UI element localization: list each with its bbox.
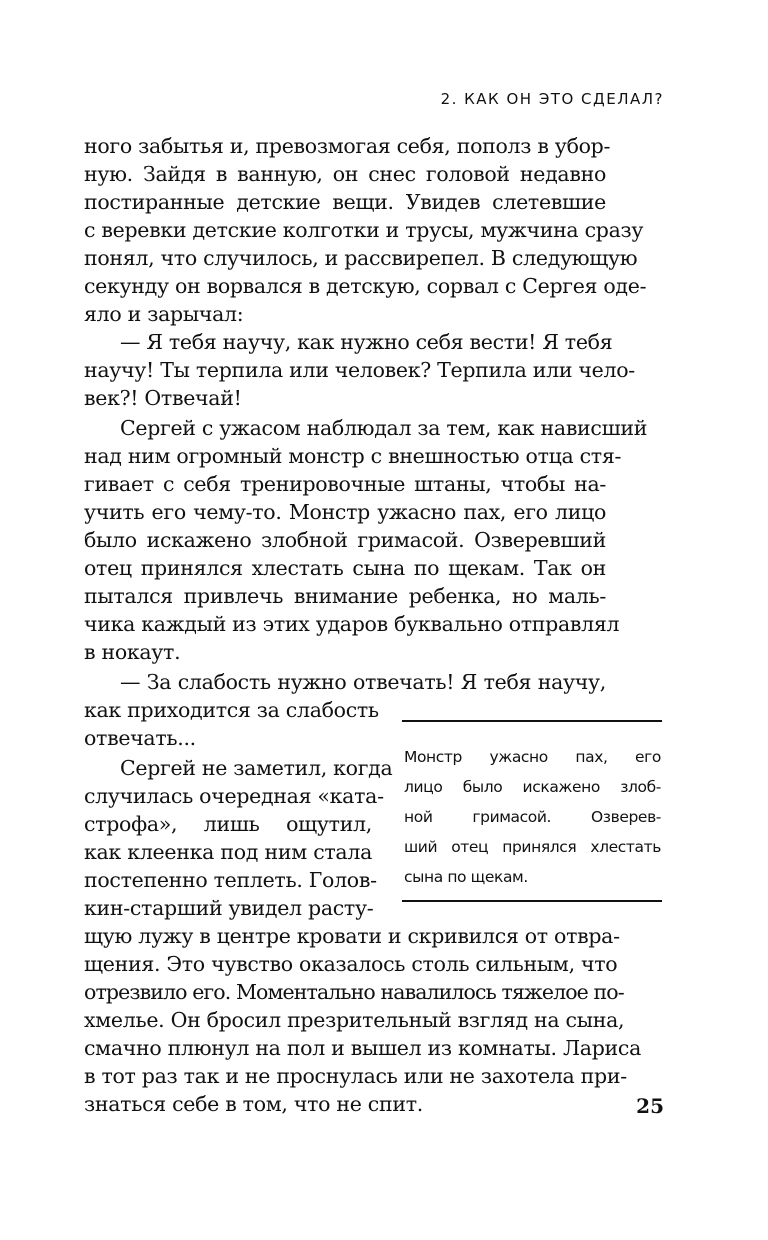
running-head: 2. КАК ОН ЭТО СДЕЛАЛ? (440, 90, 664, 108)
body-line: век?! Отвечай! (84, 386, 242, 410)
body-line: отрезвило его. Моментально навалилось тяжелое по- (84, 980, 624, 1004)
body-line: щения. Это чувство оказалось столь сильным, что (84, 952, 618, 976)
body-line: учить его чему-то. Монстр ужасно пах, его лицо (84, 500, 606, 524)
body-line: над ним огромный монстр с внешностью отца стя- (84, 444, 622, 468)
body-line: случилась очередная «ката- (84, 784, 384, 808)
body-line: строфа», лишь ощутил, (84, 812, 372, 836)
body-line: научу! Ты терпила или человек? Терпила или чело- (84, 358, 635, 382)
body-line: хмелье. Он бросил презрительный взгляд на сына, (84, 1008, 625, 1032)
pull-quote-line: Монстр ужасно пах, его (404, 748, 661, 766)
body-line: щую лужу в центре кровати и скривился от отвра- (84, 924, 620, 948)
body-line: чика каждый из этих ударов буквально отправлял (84, 612, 620, 636)
body-line: как приходится за слабость (84, 698, 379, 722)
body-line: пытался привлечь внимание ребенка, но маль- (84, 584, 606, 608)
body-line: знаться себе в том, что не спит. (84, 1092, 423, 1116)
body-line: Сергей с ужасом наблюдал за тем, как нависший (120, 416, 648, 440)
body-line: яло и зарычал: (84, 302, 244, 326)
pull-quote-line: ший отец принялся хлестать (404, 838, 661, 856)
body-line: в нокаут. (84, 640, 181, 664)
body-line: отец принялся хлестать сына по щекам. Так он (84, 556, 606, 580)
body-line: гивает с себя тренировочные штаны, чтобы на- (84, 472, 606, 496)
pull-quote-line: ной гримасой. Озверев- (404, 808, 661, 826)
body-line: смачно плюнул на пол и вышел из комнаты. Лариса (84, 1036, 641, 1060)
page-number: 25 (636, 1094, 664, 1118)
pull-quote-line: сына по щекам. (404, 868, 528, 886)
body-line: отвечать... (84, 726, 196, 750)
pull-quote-line: лицо было искажено злоб- (404, 778, 661, 796)
body-line: было искажено злобной гримасой. Озверевший (84, 528, 606, 552)
pull-quote (402, 720, 662, 902)
body-line: постиранные детские вещи. Увидев слетевшие (84, 190, 606, 214)
body-line: Сергей не заметил, когда (120, 756, 393, 780)
body-line: ную. Зайдя в ванную, он снес головой недавно (84, 162, 606, 186)
body-line: постепенно теплеть. Голов- (84, 868, 377, 892)
body-line: с веревки детские колготки и трусы, мужчина сразу (84, 218, 644, 242)
body-line: кин-старший увидел расту- (84, 896, 374, 920)
body-line: — Я тебя научу, как нужно себя вести! Я тебя (120, 330, 613, 354)
body-line: — За слабость нужно отвечать! Я тебя научу, (120, 670, 606, 694)
body-line: ного забытья и, превозмогая себя, пополз в убор- (84, 134, 611, 158)
body-line: как клеенка под ним стала (84, 840, 372, 864)
body-line: в тот раз так и не проснулась или не захотела при- (84, 1064, 627, 1088)
body-line: секунду он ворвался в детскую, сорвал с Сергея оде- (84, 274, 647, 298)
body-line: понял, что случилось, и рассвирепел. В следующую (84, 246, 638, 270)
